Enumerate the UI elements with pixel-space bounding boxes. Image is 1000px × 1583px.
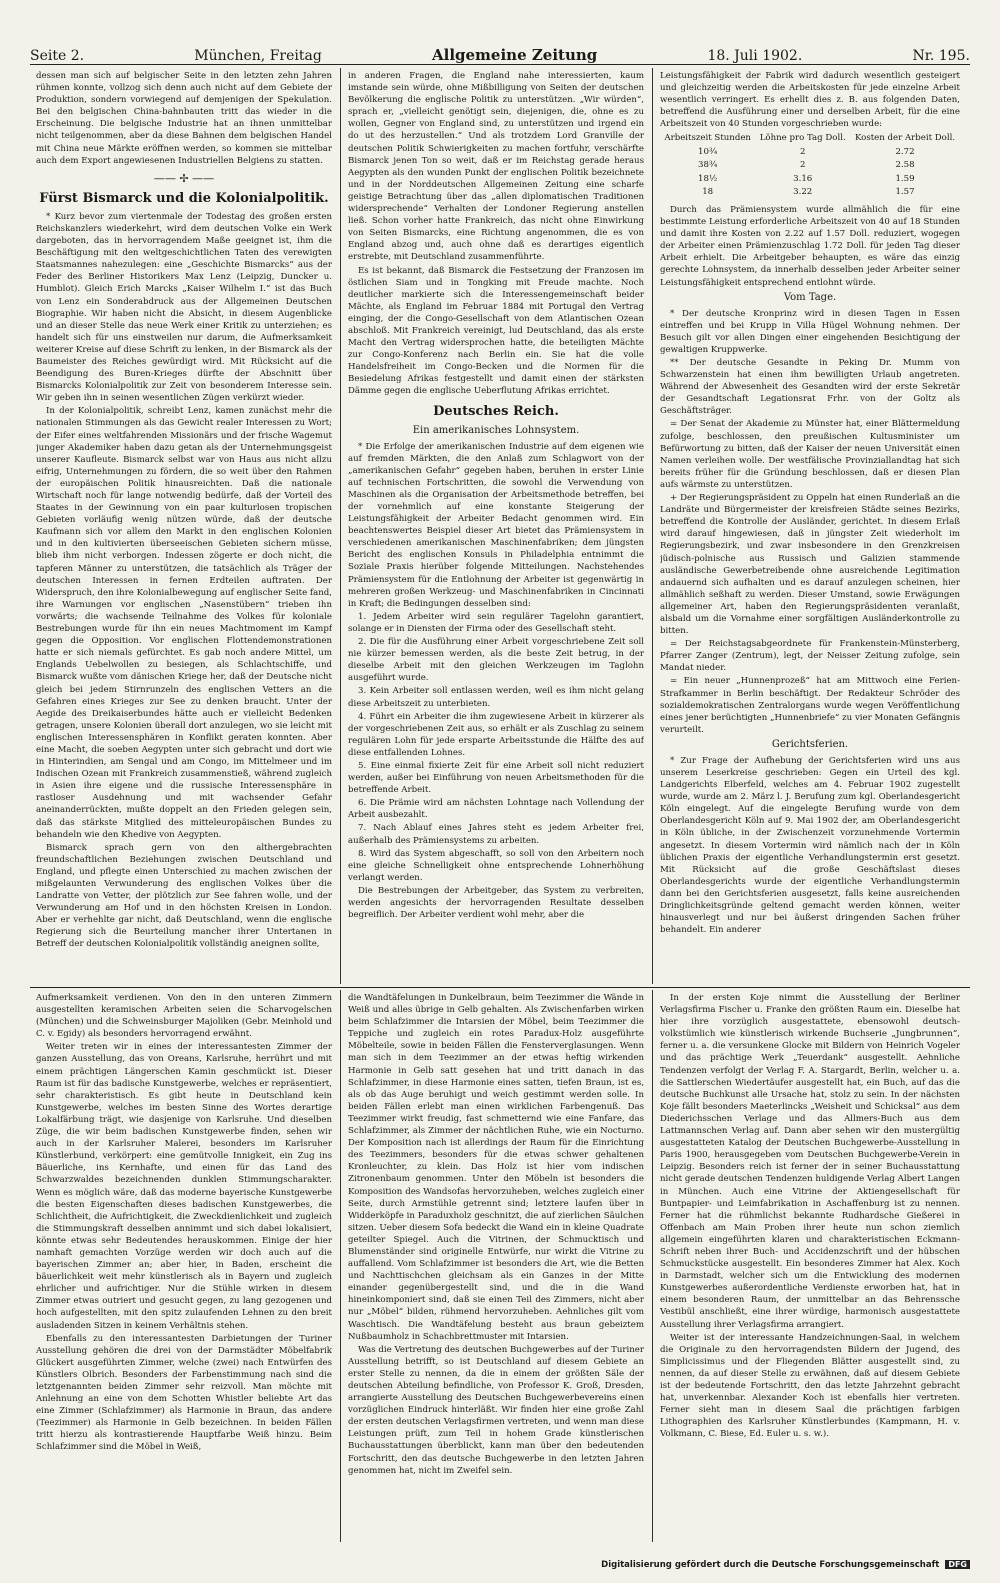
paragraph: * Kurz bevor zum viertenmale der Todestag des großen ersten Reichskanzlers wiederkehrt, wird dem deutschen Volke ein Werk dargeboten, das in hervorragendem Maße geeignet ist, ihm die Beschäftigung mit den weltgeschichtlichen Taten des verewigten Staatsmannes nahezulegen: eine „Geschichte Bismarcks“ aus der Feder des Berliner Historikers Max Lenz (Leipzig, Duncker u. Humblot). Gleich Erich Marcks „Kaiser Wilhelm I.“ ist das Buch von Lenz ein Sonderabdruck aus der Allgemeinen Deutschen Biographie. Wir haben nicht die Absicht, in diesem Augenblicke und an dieser Stelle das neue Werk einer Kritik zu unterziehen; es handelt sich für uns einstweilen nur darum, die Aufmerksamkeit weiterer Kreise auf diese Schrift zu lenken, in der Bismarck als der Baumeister des Reiches gewürdigt wird. Mit Rücksicht auf die Beendigung des Buren-Krieges dürfte der Abschnitt über Bismarcks Kolonialpolitik zur Zeit von besonderem Interesse sein. Wir geben ihn in seinen wesentlichen Zügen verkürzt wieder. xyxy=(36,211,332,404)
table-cell: 38¾ xyxy=(698,160,718,171)
article-subheading: Ein amerikanisches Lohnsystem. xyxy=(412,424,580,436)
paragraph: die Wandtäfelungen in Dunkelbraun, beim Teezimmer die Wände in Weiß und alles übrige in Gelb gehalten. Als Zwischenfarben wirken beim Schlafzimmer die Intarsien der Möbel, beim Teezimmer die Teppiche und zugleich ein rotes Paradux-Holz ausgeführte Möbelteile, sowie in beiden Fällen die Fensterverglasungen. Wenn man sich in dem Teezimmer an der etwas heftig wirkenden Harmonie in Gelb satt gesehen hat und tritt danach in das Schlafzimmer, in diese Harmonie eines satten, tiefen Braun, ist es, als ob das Auge beruhigt und weich gestimmt werden solle. In beiden Fällen erlebt man einen wirklichen Farbengenuß. Das Teezimmer wirkt freudig, fast schmetternd wie eine Fanfare, das Schlafzimmer, als Zimmer der nächtlichen Ruhe, wie ein Nocturno. Der Komposition nach ist allerdings der Raum für die Einrichtung des Teezimmers, besonders für die etwas schwer gehaltenen Kronleuchter, zu klein. Das Holz ist hier vom indischen Zitronenbaum genommen. Unter den Möbeln ist besonders die Komposition des Wandsofas hervorzuheben, welches zugleich einer Seite, durch Armstühle getrennt sind; letztere laufen über in Widderköpfe in Paraduxholz geschnitzt, die auf zierlichen Säulchen sitzen. Ueber diesem Sofa bedeckt die Wand ein in kleine Quadrate geteilter Spiegel. Auch die Vitrinen, der Schmucktisch und Blumenständer sind originelle Entwürfe, nur wirkt die Vitrine zu auffallend. Vom Schlafzimmer ist besonders die Art, wie die Betten und Nachttischchen gleichsam als ein Ganzes in der Mitte einander gegenübergestellt sind, und die in die Wand hineinkomponiert sind, daß sie einen Teil des Zimmers, nicht aber nur „Möbel“ bilden, rühmend hervorzuheben. Aehnliches gilt vom Waschtisch. Die Wandtäfelung besteht aus braun gebeiztem Nußbaumholz in Schachbrettmuster mit Intarsien. xyxy=(348,993,644,1342)
table-cell: 1.59 xyxy=(895,173,915,184)
paragraph: Was die Vertretung des deutschen Buchgewerbes auf der Turiner Ausstellung betrifft, so ist Deutschland auf diesem Gebiete an erster Stelle zu nennen, da die in einem der größten Säle der deutschen Abteilung befindliche, von Professor K. Groß, Dresden, arrangierte Ausstellung des Deutschen Buchgewerbevereins einen vorzüglichen Eindruck hinterläßt. Wir finden hier eine große Zahl der ersten deutschen Verlagsfirmen vertreten, und wenn man diese Leistungen prüft, zum Teil in hohem Grade künstlerischen Buchausstattungen überblickt, kann man über den bedeutenden Fortschritt, den das deutsche Buchgewerbe in den letzten Jahren genommen hat, nicht im Zweifel sein. xyxy=(348,1344,644,1476)
paragraph: ** Der deutsche Gesandte in Peking Dr. Mumm von Schwarzenstein hat einen ihm bewilligten Urlaub angetreten. Während der Abwesenheit des Gesandten wird der erste Sekretär der Gesandtschaft Legationsrat Frhr. von der Goltz als Geschäftsträger. xyxy=(660,358,960,417)
list-item: 3. Kein Arbeiter soll entlassen werden, weil es ihm nicht gelang diese Arbeitszeit zu unterbieten. xyxy=(348,686,644,709)
column-5 xyxy=(348,992,644,1540)
table-cell: 3.22 xyxy=(793,187,813,198)
table-cell: 18½ xyxy=(698,173,718,184)
paragraph: * Der deutsche Kronprinz wird in diesen Tagen in Essen eintreffen und bei Krupp in Villa Hügel Wohnung nehmen. Der Besuch gilt vor allen Dingen einer eingehenden Besichtigung der gewaltigen Kruppwerke. xyxy=(660,308,960,355)
table-row xyxy=(660,173,960,187)
section-ornament: —— ✢ —— xyxy=(153,171,215,185)
column-4 xyxy=(36,992,332,1540)
section-heading: Deutsches Reich. xyxy=(433,403,559,419)
paragraph: * Zur Frage der Aufhebung der Gerichtsferien wird uns aus unserem Leserkreise geschrieben: Gegen ein Urteil des kgl. Landgerichts Elberfeld, welches am 4. Februar 1902 zugestellt wurde, wurde am 2. März l. J. Berufung zum kgl. Oberlandesgericht Köln eingelegt. Auf die eingelegte Berufung wurde von dem Oberlandesgericht Köln auf 9. Mai 1902 der, am Oberlandesgericht in Köln übliche, in der Zwischenzeit vorzunehmende Vortermin angesetzt. In diesem Vortermin wird nämlich nach der in Köln üblichen Praxis der eigentliche Verhandlungstermin erst gesetzt. Mit Rücksicht auf die große Geschäftslast dieses Oberlandesgerichts wurde der eigentliche Verhandlungstermin dann bei den Gerichtsferien ausgesetzt, falls keine ausreichenden Dringlichkeitsgründe geltend gemacht werden können, weiter hinausverlegt und nur bei äußerst dringenden Sachen früher behandelt. Ein anderer xyxy=(660,755,960,936)
table-header: Arbeitszeit Stunden xyxy=(664,133,751,144)
masthead-title: Allgemeine Zeitung xyxy=(431,46,598,64)
table-cell: 1.57 xyxy=(895,187,915,198)
paragraph: Bismarck sprach gern von den althergebrachten freundschaftlichen Beziehungen zwischen Deutschland und England, und pflegte einen Unterschied zu machen zwischen der mißgelaunten Verwunderung des englischen Volkes über die Landratte von Vetter, der plötzlich zur See fahren wolle, und der Verwunderung am Hof und in den höchsten Kreisen in London. Aber er verhehlte gar nicht, daß Deutschland, wenn die englische Regierung sich die Beurteilung mancher ihrer Untertanen in Betreff der deutschen Kolonialpolitik vollständig aneignen sollte, xyxy=(36,842,332,950)
paragraph: dessen man sich auf belgischer Seite in den letzten zehn Jahren rühmen konnte, vollzog sich denn auch nicht auf dem Gebiete der Produktion, sondern vorwiegend auf demjenigen der Spekulation. Bei den belgischen China-bahnbauten tritt das wieder in die Erscheinung. Die belgische Industrie hat an ihnen unmittelbar nicht teilgenommen, aber da diese Bahnen dem belgischen Handel mit China neue Märkte eröffnen werden, so kommen sie mittelbar auch dem Export angewiesenen Industriellen Belgiens zu statten. xyxy=(36,71,332,166)
paragraph: = Ein neuer „Hunnenprozeß“ hat am Mittwoch eine Ferien-Strafkammer in Berlin beschäftigt. Der Redakteur Schröder des sozialdemokratischen Zentralorgans wurde wegen Veröffentlichung eines jener berüchtigten „Hunnenbriefe“ zu vier Monaten Gefängnis verurteilt. xyxy=(660,676,960,735)
issue-date: 18. Juli 1902. xyxy=(707,48,803,64)
column-divider xyxy=(652,68,653,984)
dfg-logo: DFG xyxy=(945,1560,970,1569)
page-header xyxy=(30,42,970,65)
table-cell: 2 xyxy=(799,160,806,171)
table-header: Kosten der Arbeit Doll. xyxy=(854,133,956,144)
paragraph: + Der Regierungspräsident zu Oppeln hat einen Runderlaß an die Landräte und Bürgermeister der kreisfreien Städte seines Bezirks, betreffend die Kontrolle der Ausländer, gerichtet. In diesem Erlaß wird darauf hingewiesen, daß in jüngster Zeit wiederholt im Regierungsbezirk, und zwar insbesondere in den Grenzkreisen jüdisch-polnische aus Russisch und Galizien stammende ausländische Gewerbetreibende ohne ausreichende Legitimation andauernd sich aufhalten und es darauf anzulegen scheinen, hier allmählich seßhaft zu werden. Dieser Umstand, sowie Erwägungen allgemeiner Art, haben den Regierungspräsidenten veranlaßt, alsbald um die Vornahme einer sorgfältigen Ausländerkontrolle zu bitten. xyxy=(660,493,960,637)
list-item: 8. Wird das System abgeschafft, so soll von den Arbeitern noch eine gleiche Schnelligkeit ohne entsprechende Lohnerhöhung verlangt werden. xyxy=(348,848,644,883)
table-cell: 2.58 xyxy=(895,160,915,171)
credit-text: Digitalisierung gefördert durch die Deutsche Forschungsgemeinschaft xyxy=(601,1560,940,1570)
paragraph: in anderen Fragen, die England nahe interessierten, kaum imstande sein würde, ohne Mißbilligung von Seiten der deutschen Bevölkerung die englische Politik zu unterstützen. „Wir würden“, sprach er, „vielleicht genötigt sein, diejenigen, die, ohne es zu wollen, Gegner von England sind, zu unterstützen und irgend ein do ut des herzustellen.“ Und als trotzdem Lord Granville der deutschen Politik Schwierigkeiten zu machen fortfuhr, verschärfte Bismarck jenen Ton so weit, daß er im Reichstag gerade heraus Aegypten als den wunden Punkt der englischen Politik bezeichnete und in der Norddeutschen Allgemeinen Zeitung eine scharfe geistige Betrachtung über das „allen diplomatischen Traditionen widersprechende“ Verhalten der Londoner Regierung anstellen ließ. Schon vorher hatte Frankreich, das nicht ohne Einwirkung von Seiten Bismarcks, eine Richtung angenommen, die es von England abzog und, auch ohne daß es derartiges eigentlich erstrebte, mit Deutschland zusammenführte. xyxy=(348,71,644,263)
table-header-row xyxy=(660,132,960,146)
table-cell: 3.16 xyxy=(793,173,813,184)
paragraph: Die Bestrebungen der Arbeitgeber, das System zu verbreiten, werden angesichts der hervorragenden Resultate desselben begreiflich. Der Arbeiter verdient wohl mehr, aber die xyxy=(348,885,644,921)
table-row xyxy=(660,146,960,160)
list-item: 1. Jedem Arbeiter wird sein regulärer Tagelohn garantiert, solange er in Diensten der Firma oder des Gesellschaft steht. xyxy=(348,611,644,634)
table-row xyxy=(660,159,960,173)
column-2 xyxy=(348,70,644,982)
column-divider xyxy=(652,990,653,1542)
article-heading: Fürst Bismarck und die Kolonialpolitik. xyxy=(39,190,329,206)
table-cell: 2.72 xyxy=(895,146,915,157)
column-3 xyxy=(660,70,960,982)
section-heading: Gerichtsferien. xyxy=(771,738,849,750)
paragraph: Weiter ist der interessante Handzeichnungen-Saal, in welchem die Originale zu den hervorragendsten Bildern der Jugend, des Simplicissimus und der Fliegenden Blätter ausgestellt sind, zu nennen, da auf dieser Stelle zu erwähnen, daß auf diesem Gebiete ist der bedeutende Fortschritt, den das letzte Jahrzehnt gebracht hat, unverkennbar. Alexander Koch ist ebenfalls hier vertreten. Ferner sieht man in diesem Saal die prächtigen farbigen Lithographien des Karlsruher Künstlerbundes (Kampmann, H. v. Volkmann, C. Biese, Ed. Euler u. s. w.). xyxy=(660,1332,960,1440)
list-item: 2. Die für die Ausführung einer Arbeit vorgeschriebene Zeit soll nie kürzer bemessen werden, als die beste Zeit betrug, in der dieselbe Arbeit mit den gleichen Werkzeugen im Taglohn ausgeführt wurde. xyxy=(348,637,644,684)
section-heading: Vom Tage. xyxy=(783,291,837,303)
table-cell: 18 xyxy=(702,187,714,198)
column-6 xyxy=(660,992,960,1540)
paragraph: Leistungsfähigkeit der Fabrik wird dadurch wesentlich gesteigert und gleichzeitig werden die Arbeitskosten für jede einzelne Arbeit wesentlich verringert. Es erhellt dies z. B. aus folgenden Daten, betreffend die Ausführung einer und derselben Arbeit, für die eine Arbeitszeit von 40 Stunden vorgeschrieben wurde: xyxy=(660,71,960,130)
table-cell: 10¾ xyxy=(698,146,718,157)
paragraph: Es ist bekannt, daß Bismarck die Festsetzung der Franzosen im östlichen Siam und in Tongking mit Freude machte. Noch deutlicher markierte sich die Interessengemeinschaft beider Mächte, als England im Februar 1884 mit Portugal den Vertrag einging, der die Congo-Gesellschaft von dem Atlantischen Ozean abschloß. Mit Frankreich vereinigt, lud Deutschland, das als erste Macht den Vertrag widersprochen hatte, die beteiligten Mächte zur Congo-Konferenz nach Berlin ein. Sie hat die volle Handelsfreiheit im Congo-Becken und die Normen für die Besiedelung Afrikas festgestellt und damit einen der stärksten Dämme gegen die englische Ueberflutung Afrikas errichtet. xyxy=(348,265,644,397)
digitization-credit xyxy=(590,1560,970,1574)
list-item: 7. Nach Ablauf eines Jahres steht es jedem Arbeiter frei, außerhalb des Prämiensystems zu arbeiten. xyxy=(348,823,644,846)
table-header: Löhne pro Tag Doll. xyxy=(759,133,846,144)
paragraph: Aufmerksamkeit verdienen. Von den in den unteren Zimmern ausgestellten keramischen Arbeiten seien die Scharvogelschen (München) und die Schweinsburger Majoliken (Gebr. Meinhold und C. v. Egidy) als besonders hervorragend erwähnt. xyxy=(36,993,332,1040)
feuilleton-divider xyxy=(30,987,970,988)
page-number: Seite 2. xyxy=(30,48,85,64)
issue-number: Nr. 195. xyxy=(912,48,970,64)
paragraph: Weiter treten wir in eines der interessantesten Zimmer der ganzen Ausstellung, das von Oreans, Karlsruhe, herrührt und mit einem prächtigen Längerschen Kamin geschmückt ist. Dieser Raum ist für das badische Kunstgewerbe, welches er repräsentiert, sehr charakteristisch. Es gibt heute in Deutschland kein Kunstgewerbe, welches im besten Sinne des Wortes derartige Lokalfärbung trägt, wie dasjenige von Karlsruhe. Und dieselben Züge, die wir beim badischen Kunstgewerbe finden, sehen wir auch in der Karlsruher Malerei, besonders im Karlsruher Künstlerbund, verkörpert: eine gemütvolle Innigkeit, ein Zug ins Bäuerliche, ins Kernhafte, und einen für das Land des Schwarzwaldes bezeichnenden dunklen Stimmungscharakter. Wenn es möglich wäre, daß das moderne bayerische Kunstgewerbe die besten Eigenschaften dieses badischen Kunstgewerbes, die Schlichtheit, die Aufrichtigkeit, die Zweckdienlichkeit und zugleich die Stimmungskraft desselben annimmt und sich dabei lokalisiert, könnte etwas sehr Bedeutendes herauskommen. Einige der hier namhaft gemachten Vorzüge werden wir doch auch auf die bayerischen Zimmer an; aber hier, in Baden, erscheint die bäuerlichkeit weit mehr künstlerisch als in Bayern und zugleich ehrlicher und aufrichtiger. Nur die Stühle wirken in diesem Zimmer etwas outriert und gesucht gegen, zu lang gezogenen und hoch aufgestellten, mit den spitz zulaufenden Lehnen zu den breit ausladenden Sitzen in keinem Verhältnis stehen. xyxy=(36,1042,332,1331)
wage-table xyxy=(660,132,960,200)
paragraph: Ebenfalls zu den interessantesten Darbietungen der Turiner Ausstellung gehören die drei von der Darmstädter Möbelfabrik Glückert ausgeführten Zimmer, welche (zwei) nach Entwürfen des Künstlers Olbrich. Besonders der Farbenstimmung nach sind die letztgenannten beiden Zimmer sehr reizvoll. Man möchte mit Anlehnung an eine von dem Schotten Whistler beliebte Art das eine Zimmer (Schlafzimmer) als Harmonie in Braun, das andere (Teezimmer) als Harmonie in Gelb bezeichnen. In beiden Fällen tritt hierzu als kontrastierende Hauptfarbe Weiß hinzu. Beim Schlafzimmer sind die Möbel in Weiß, xyxy=(36,1333,332,1453)
paragraph: * Die Erfolge der amerikanischen Industrie auf dem eigenen wie auf fremden Märkten, die den Anlaß zum Schlagwort von der „amerikanischen Gefahr“ gegeben haben, beruhen in erster Linie auf technischen Fortschritten, die sowohl die Verwendung von Maschinen als die Organisation der Arbeitsmethode betreffen, bei der vornehmlich auf eine konstante Steigerung der Leistungsfähigkeit der Arbeiter Bedacht genommen wird. Ein beachtenswertes Beispiel dieser Art bietet das Prämiensystem in verschiedenen amerikanischen Maschinenfabriken; dem jüngsten Bericht des englischen Konsuls in Philadelphia entnimmt die Soziale Praxis hierüber folgende Mitteilungen. Nachstehendes Prämiensystem für die Entlohnung der Arbeiter ist gegenwärtig in mehreren großen Werkzeug- und Maschinenfabriken in Cincinnati in Kraft; die Bedingungen desselben sind: xyxy=(348,441,644,609)
paragraph: Durch das Prämiensystem wurde allmählich die für eine bestimmte Leistung erforderliche Arbeitszeit von 40 auf 18 Stunden und damit ihre Kosten von 2.22 auf 1.57 Doll. reduziert, wogegen der Arbeiter einen Prämienzuschlag 1.72 Doll. für jeden Tag dieser Arbeit erhielt. Die Arbeitgeber behaupten, es wäre das einzig gerechte Lohnsystem, da innerhalb desselben jeder Arbeiter seiner Leistungsfähigkeit entsprechend entlohnt würde. xyxy=(660,204,960,288)
list-item: 5. Eine einmal fixierte Zeit für eine Arbeit soll nicht reduziert werden, außer bei Einführung von neuen Arbeitsmethoden für die betreffende Arbeit. xyxy=(348,760,644,796)
table-row xyxy=(660,186,960,200)
place-day: München, Freitag xyxy=(194,48,322,64)
table-cell: 2 xyxy=(799,146,806,157)
paragraph: = Der Reichstagsabgeordnete für Frankenstein-Münsterberg, Pfarrer Zanger (Zentrum), legt, der Neisser Zeitung zufolge, sein Mandat nieder. xyxy=(660,639,960,674)
column-divider xyxy=(340,68,341,984)
column-divider xyxy=(340,990,341,1542)
paragraph: = Der Senat der Akademie zu Münster hat, einer Blättermeldung zufolge, beschlossen, den preußischen Kultusminister um Befürwortung zu bitten, daß der Kaiser der neuen Universität einen Namen verleihen wolle. Der westfälische Provinziallandtag hat sich bereits früher für die Gründung beschlossen, daß er diesen Plan aufs wärmste zu unterstützen. xyxy=(660,419,960,490)
list-item: 4. Führt ein Arbeiter die ihm zugewiesene Arbeit in kürzerer als der vorgeschriebenen Zeit aus, so erhält er als Zuschlag zu seinem regulären Lohn für jede ersparte Arbeitsstunde die Hälfte des auf diese entfallenden Lohnes. xyxy=(348,711,644,758)
column-1 xyxy=(36,70,332,982)
paragraph: In der ersten Koje nimmt die Ausstellung der Berliner Verlagsfirma Fischer u. Franke den größten Raum ein. Dieselbe hat hier ihre vorzüglich ausgestattete, ebensowohl deutsch-volkstümlich wie künstlerisch wirkende Buchserie „Jungbrunnen“, ferner u. a. die versunkene Glocke mit Bildern von Heinrich Vogeler und das prächtige Werk „Teuerdank“ ausgestellt. Aehnliche Tendenzen verfolgt der Verlag F. A. Stargardt, Berlin, welcher u. a. die Sattlerschen Wiedertäufer ausgestellt hat, ein Buch, auf das die deutsche Buchkunst alle Ursache hat, stolz zu sein. In der nächsten Koje fällt besonders Maeterlincks „Weisheit und Schicksal“ aus dem Diederichsschen Verlage und das Allmers-Buch aus dem Lattmannschen Verlag auf. Dann aber sehen wir den mustergültig ausgestatteten Katalog der Deutschen Buchgewerbe-Ausstellung in Paris 1900, herausgegeben vom Deutschen Buchgewerbe-Verein in Leipzig. Besonders reich ist ferner der in seiner Buchausstattung nicht gerade deutschen Tendenzen huldigende Verlag Albert Langen in München. Auch eine Vitrine der Aktiengesellschaft für Buntpapier- und Leimfabrikation in Aschaffenburg ist zu nennen. Ferner hat die rühmlichst bekannte Rudhardsche Gießerei in Offenbach am Main Proben ihrer heute nun schon ziemlich allgemein eingeführten klaren und charakteristischen Eckmann-Schrift neben ihrer Buch- und Accidenzschrift und der hübschen Schmuckstücke ausgestellt. Ein besonderes Zimmer hat Alex. Koch in Darmstadt, welcher sich um die Entwicklung des modernen Kunstgewerbes außerordentliche Verdienste erworben hat, hat in einem besonderen Raum, der unmittelbar an das Behrenssche Vestibül anschließt, eine ihrer würdige, harmonisch ausgestattete Ausstellung ihrer Verlagsfirma arrangiert. xyxy=(660,993,960,1330)
paragraph: In der Kolonialpolitik, schreibt Lenz, kamen zunächst mehr die nationalen Stimmungen als das Gewicht realer Interessen zu Wort; der Eifer eines weltfahrenden Missionärs und der frische Wagemut junger Akademiker haben dazu getan als der Unternehmungsgeist unserer Kaufleute. Bismarck selbst war von Haus aus nicht allzu eifrig, Unternehmungen zu fördern, die so weit über den Rahmen der europäischen Politik hinausreichten. Daß die nationale Wirtschaft noch für lange notwendig bedürfe, daß der Vorteil des Staates in der Gewinnung von ein paar kulturlosen tropischen Gebieten vorläufig wenig nützen würde, daß der deutsche Kaufmann sich vor allem den Markt in den englischen Kolonien und in den kultivierten überseeischen Gebieten sichern müsse, blieb ihm nicht verborgen. Indessen zögerte er doch nicht, die tapferen Männer zu unterstützen, die tatsächlich als Träger der deutschen Interessen in fernen Erdteilen auftraten. Der Widerspruch, den ihre Kolonialbewegung auf englischer Seite fand, ihre Warnungen vor englischen „Nasenstübern“ trieben ihn vorwärts; die wachsende Teilnahme des Volkes für koloniale Bestrebungen wurde für ihn ein neues Machtmoment im Kampf gegen die Opposition. Vor englischen Flottendemonstrationen hatte er sich niemals gefürchtet. Es gab noch andere Mittel, um Englands Uebelwollen zu besiegen, als Schlachtschiffe, und Bismarck wußte vom dänischen Kriege her, daß der Deutsche nicht gleich bei jedem Stirnrunzeln des englischen Vetters an die Gefahren eines Krieges zur See zu denken braucht. Unter der Aegide des Dreikaiserbundes hätte auch er vielleicht Bedenken getragen, unsere Kolonien überall dort anzulegen, wo sie leicht mit englischen Interessensphären in Konflikt geraten konnten. Aber eine Macht, die soeben Aegypten unter sich gebracht und dort wie in Hinterindien, am Sengal und am Congo, im Mittelmeer und im Indischen Ozean mit Frankreich zusammenstieß, während zugleich in Asien ihre eigene und die russische Interessensphäre in rastloser Ausdehnung und mit wachsender Gefahr aneinanderrückten, mußte doppelt an den Frieden gelegen sein, daß das stärkste Mitglied des mitteleuropäischen Bundes zu behandeln wie den Khedive von Aegypten. xyxy=(36,406,332,840)
list-item: 6. Die Prämie wird am nächsten Lohntage nach Vollendung der Arbeit ausbezahlt. xyxy=(348,798,644,821)
